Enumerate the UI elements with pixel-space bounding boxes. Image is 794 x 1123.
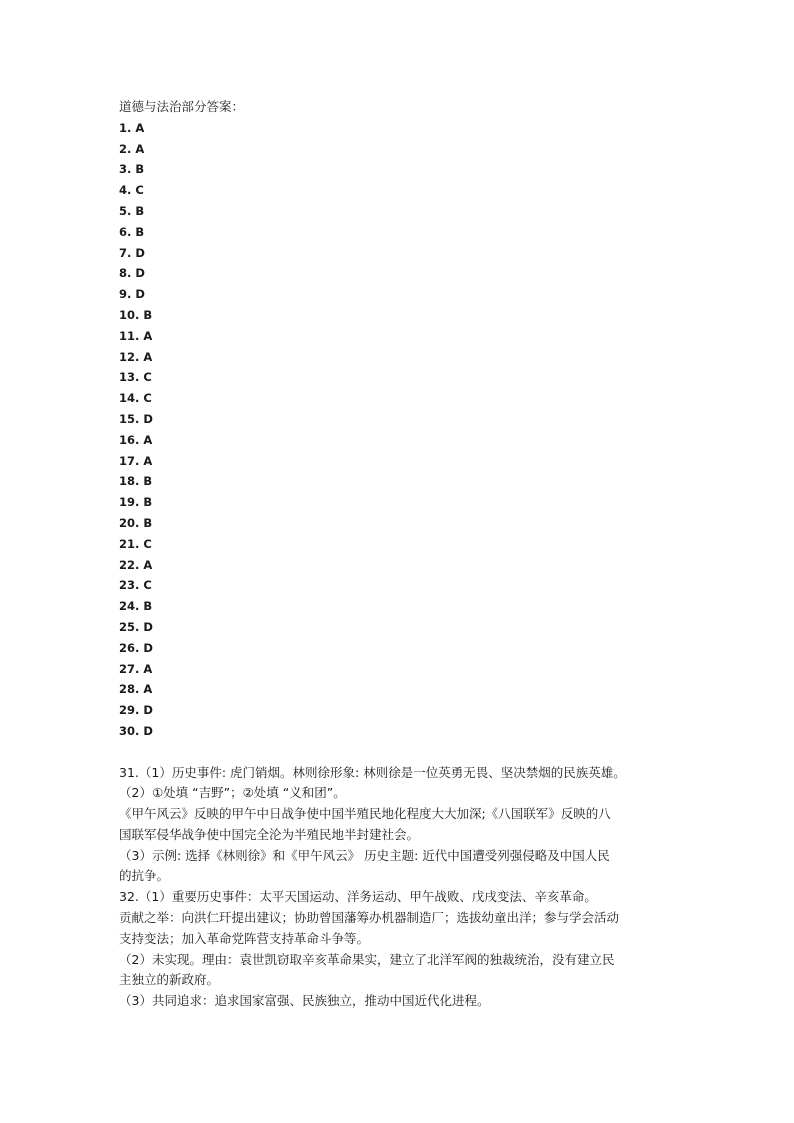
answer-item: 11. A — [119, 328, 153, 343]
essay-line: （2）①处填 “吉野”；②处填 “义和团”。 — [119, 785, 346, 801]
answer-item: 19. B — [119, 495, 153, 510]
answer-item: 29. D — [119, 703, 153, 718]
answer-item: 30. D — [119, 723, 153, 738]
answer-item: 18. B — [119, 474, 153, 489]
answer-item: 2. A — [119, 141, 145, 156]
essay-line: 支持变法；加入革命党阵营支持革命斗争等。 — [119, 930, 370, 946]
essay-line: 《甲午风云》反映的甲午中日战争使中国半殖民地化程度大大加深;《八国联军》反映的八 — [119, 806, 611, 822]
answer-item: 25. D — [119, 619, 153, 634]
answer-list — [119, 118, 689, 742]
section-spacer — [119, 742, 689, 763]
essay-line: （3）示例: 选择《林则徐》和《甲午风云》 历史主题: 近代中国遭受列强侵略及中国人民 — [119, 847, 610, 863]
answer-item: 5. B — [119, 203, 145, 218]
answer-item: 3. B — [119, 162, 145, 177]
answer-item: 15. D — [119, 411, 153, 426]
answer-item: 16. A — [119, 432, 153, 447]
answer-item: 20. B — [119, 515, 153, 530]
answer-item: 12. A — [119, 349, 153, 364]
answer-item: 9. D — [119, 287, 145, 302]
answer-item: 17. A — [119, 453, 153, 468]
answer-item: 27. A — [119, 661, 153, 676]
answer-item: 24. B — [119, 599, 153, 614]
essay-line: （2）未实现。理由：袁世凯窃取辛亥革命果实，建立了北洋军阀的独裁统治，没有建立民 — [119, 951, 615, 967]
answer-item: 26. D — [119, 640, 153, 655]
essay-line: 32.（1）重要历史事件：太平天国运动、洋务运动、甲午战败、戊戌变法、辛亥革命。 — [119, 889, 597, 905]
essay-line: 主独立的新政府。 — [119, 972, 220, 988]
answer-item: 6. B — [119, 224, 145, 239]
essay-line: 31.（1）历史事件: 虎门销烟。林则徐形象: 林则徐是一位英勇无畏、坚决禁烟的民族英雄。 — [119, 764, 626, 780]
answer-item: 14. C — [119, 391, 152, 406]
answer-item: 21. C — [119, 536, 152, 551]
answer-item: 7. D — [119, 245, 145, 260]
document-page — [119, 97, 689, 1012]
essay-answers — [119, 763, 689, 1013]
answer-item: 8. D — [119, 266, 145, 281]
answer-item: 28. A — [119, 682, 153, 697]
essay-line: 国联军侵华战争使中国完全沦为半殖民地半封建社会。 — [119, 826, 420, 842]
answer-item: 23. C — [119, 578, 152, 593]
answer-item: 10. B — [119, 307, 153, 322]
answer-item: 22. A — [119, 557, 153, 572]
essay-line: （3）共同追求：追求国家富强、民族独立，推动中国近代化进程。 — [119, 993, 490, 1009]
answer-item: 4. C — [119, 183, 144, 198]
answer-item: 13. C — [119, 370, 152, 385]
essay-line: 贡献之举：向洪仁玕提出建议；协助曾国藩筹办机器制造厂；选拔幼童出洋；参与学会活动 — [119, 910, 620, 926]
essay-line: 的抗争。 — [119, 868, 170, 884]
answer-item: 1. A — [119, 120, 145, 135]
section-title: 道德与法治部分答案： — [119, 99, 245, 114]
